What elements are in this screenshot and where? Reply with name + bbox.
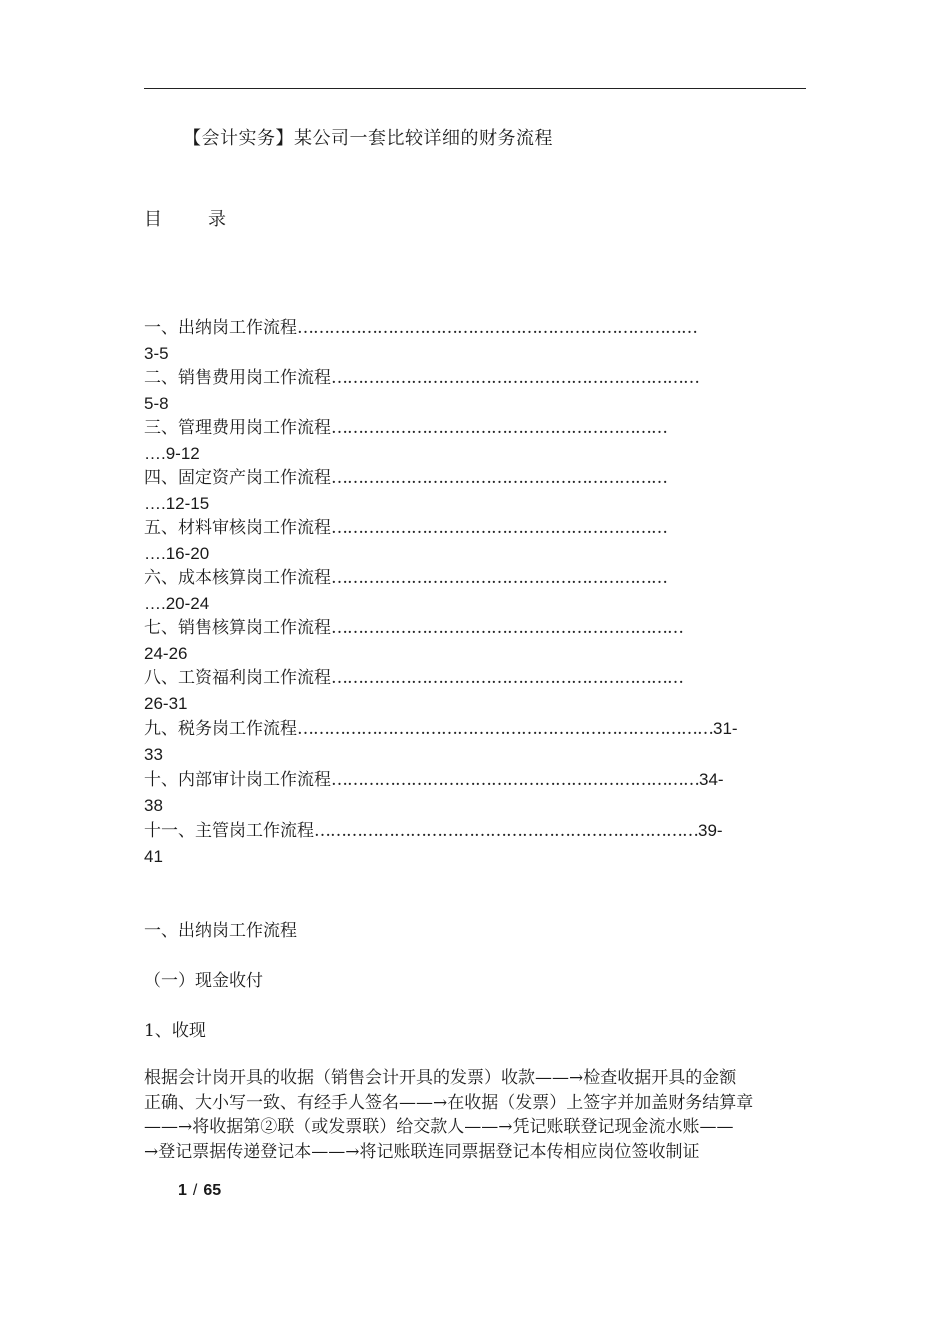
- toc-entry[interactable]: [144, 666, 806, 716]
- toc-entry-line: [144, 416, 806, 441]
- toc-entry-leader: ………………………………………………………: [331, 468, 667, 488]
- toc-entry-pages: ….9-12: [144, 444, 200, 463]
- toc-heading: [144, 205, 226, 231]
- toc-heading-right: 录: [208, 209, 226, 230]
- toc-heading-left: 目: [144, 209, 162, 230]
- toc-entry-line: [144, 616, 806, 641]
- toc-entry-leader: ………………………………………………………: [331, 518, 667, 538]
- toc-entry-label: 五、材料审核岗工作流程: [144, 518, 331, 538]
- toc-entry-label: 八、工资福利岗工作流程: [144, 668, 331, 688]
- toc-entry-leader: …………………………………………………………: [331, 618, 683, 638]
- subsection-heading: （一）现金收付: [144, 971, 263, 991]
- toc-entry-label: 六、成本核算岗工作流程: [144, 568, 331, 588]
- toc-entry[interactable]: [144, 516, 806, 566]
- page-current: 1: [178, 1182, 187, 1199]
- toc-entry-leader: ………………………………………………………: [331, 418, 667, 438]
- toc-entry-pages: ….16-20: [144, 544, 210, 563]
- toc-entry-leader: ………………………………………………………………: [314, 821, 698, 841]
- page-total: 65: [203, 1182, 222, 1199]
- toc-entry-pages: 5-8: [144, 394, 169, 413]
- toc-entry-page-start: 39-: [698, 821, 723, 840]
- toc-entry-label: 三、管理费用岗工作流程: [144, 418, 331, 438]
- page-separator: /: [192, 1182, 198, 1199]
- paragraph-line: 根据会计岗开具的收据（销售会计开具的发票）收款——→检查收据开具的金额: [144, 1068, 737, 1088]
- toc-entry-label: 十一、主管岗工作流程: [144, 821, 314, 841]
- toc-entry[interactable]: [144, 818, 806, 869]
- toc-entry[interactable]: [144, 366, 806, 416]
- toc-entry-leader: ……………………………………………………………: [331, 770, 699, 790]
- body-paragraph: [144, 1066, 812, 1164]
- toc-entry-leader: ……………………………………………………………………: [297, 719, 713, 739]
- toc-entry-line: [144, 566, 806, 591]
- table-of-contents: [144, 316, 806, 869]
- top-rule: [144, 88, 806, 89]
- toc-entry[interactable]: [144, 716, 806, 767]
- toc-entry[interactable]: [144, 316, 806, 366]
- toc-entry[interactable]: [144, 416, 806, 466]
- toc-entry-pages: ….20-24: [144, 594, 210, 613]
- toc-entry-label: 二、销售费用岗工作流程: [144, 368, 331, 388]
- toc-entry-pages: 26-31: [144, 694, 188, 713]
- toc-entry-line: [144, 466, 806, 491]
- toc-entry-leader: …………………………………………………………: [331, 668, 683, 688]
- toc-entry-page-start: 31-: [713, 719, 738, 738]
- toc-entry-leader: ……………………………………………………………: [331, 368, 699, 388]
- toc-entry-pages: 3-5: [144, 344, 169, 363]
- toc-entry-label: 一、出纳岗工作流程: [144, 318, 297, 338]
- toc-entry-pages: 38: [144, 796, 163, 815]
- toc-entry[interactable]: [144, 616, 806, 666]
- section-heading: 一、出纳岗工作流程: [144, 921, 297, 941]
- toc-entry-line: [144, 516, 806, 541]
- item-heading: 1、收现: [144, 1021, 206, 1041]
- toc-entry-label: 七、销售核算岗工作流程: [144, 618, 331, 638]
- paragraph-line: 正确、大小写一致、有经手人签名——→在收据（发票）上签字并加盖财务结算章: [144, 1092, 754, 1113]
- toc-entry-line: [144, 818, 806, 844]
- page-number: [178, 1182, 221, 1200]
- toc-entry-line: [144, 716, 806, 742]
- document-title: 【会计实务】某公司一套比较详细的财务流程: [183, 128, 553, 149]
- paragraph-line: →登记票据传递登记本——→将记账联连同票据登记本传相应岗位签收制证: [144, 1141, 700, 1162]
- toc-entry-label: 四、固定资产岗工作流程: [144, 468, 331, 488]
- toc-entry-leader: …………………………………………………………………: [297, 318, 697, 338]
- toc-entry[interactable]: [144, 566, 806, 616]
- toc-entry-pages: 24-26: [144, 644, 188, 663]
- toc-entry-label: 十、内部审计岗工作流程: [144, 770, 331, 790]
- toc-entry-line: [144, 767, 806, 793]
- toc-entry[interactable]: [144, 767, 806, 818]
- toc-entry-line: [144, 366, 806, 391]
- toc-entry-pages: 33: [144, 745, 163, 764]
- toc-entry-line: [144, 316, 806, 341]
- toc-entry-pages: ….12-15: [144, 494, 210, 513]
- toc-entry-leader: ………………………………………………………: [331, 568, 667, 588]
- toc-entry-pages: 41: [144, 847, 163, 866]
- paragraph-line: ——→将收据第②联（或发票联）给交款人——→凭记账联登记现金流水账——: [144, 1117, 734, 1137]
- toc-entry-line: [144, 666, 806, 691]
- toc-entry-label: 九、税务岗工作流程: [144, 719, 297, 739]
- toc-entry[interactable]: [144, 466, 806, 516]
- toc-entry-page-start: 34-: [699, 770, 724, 789]
